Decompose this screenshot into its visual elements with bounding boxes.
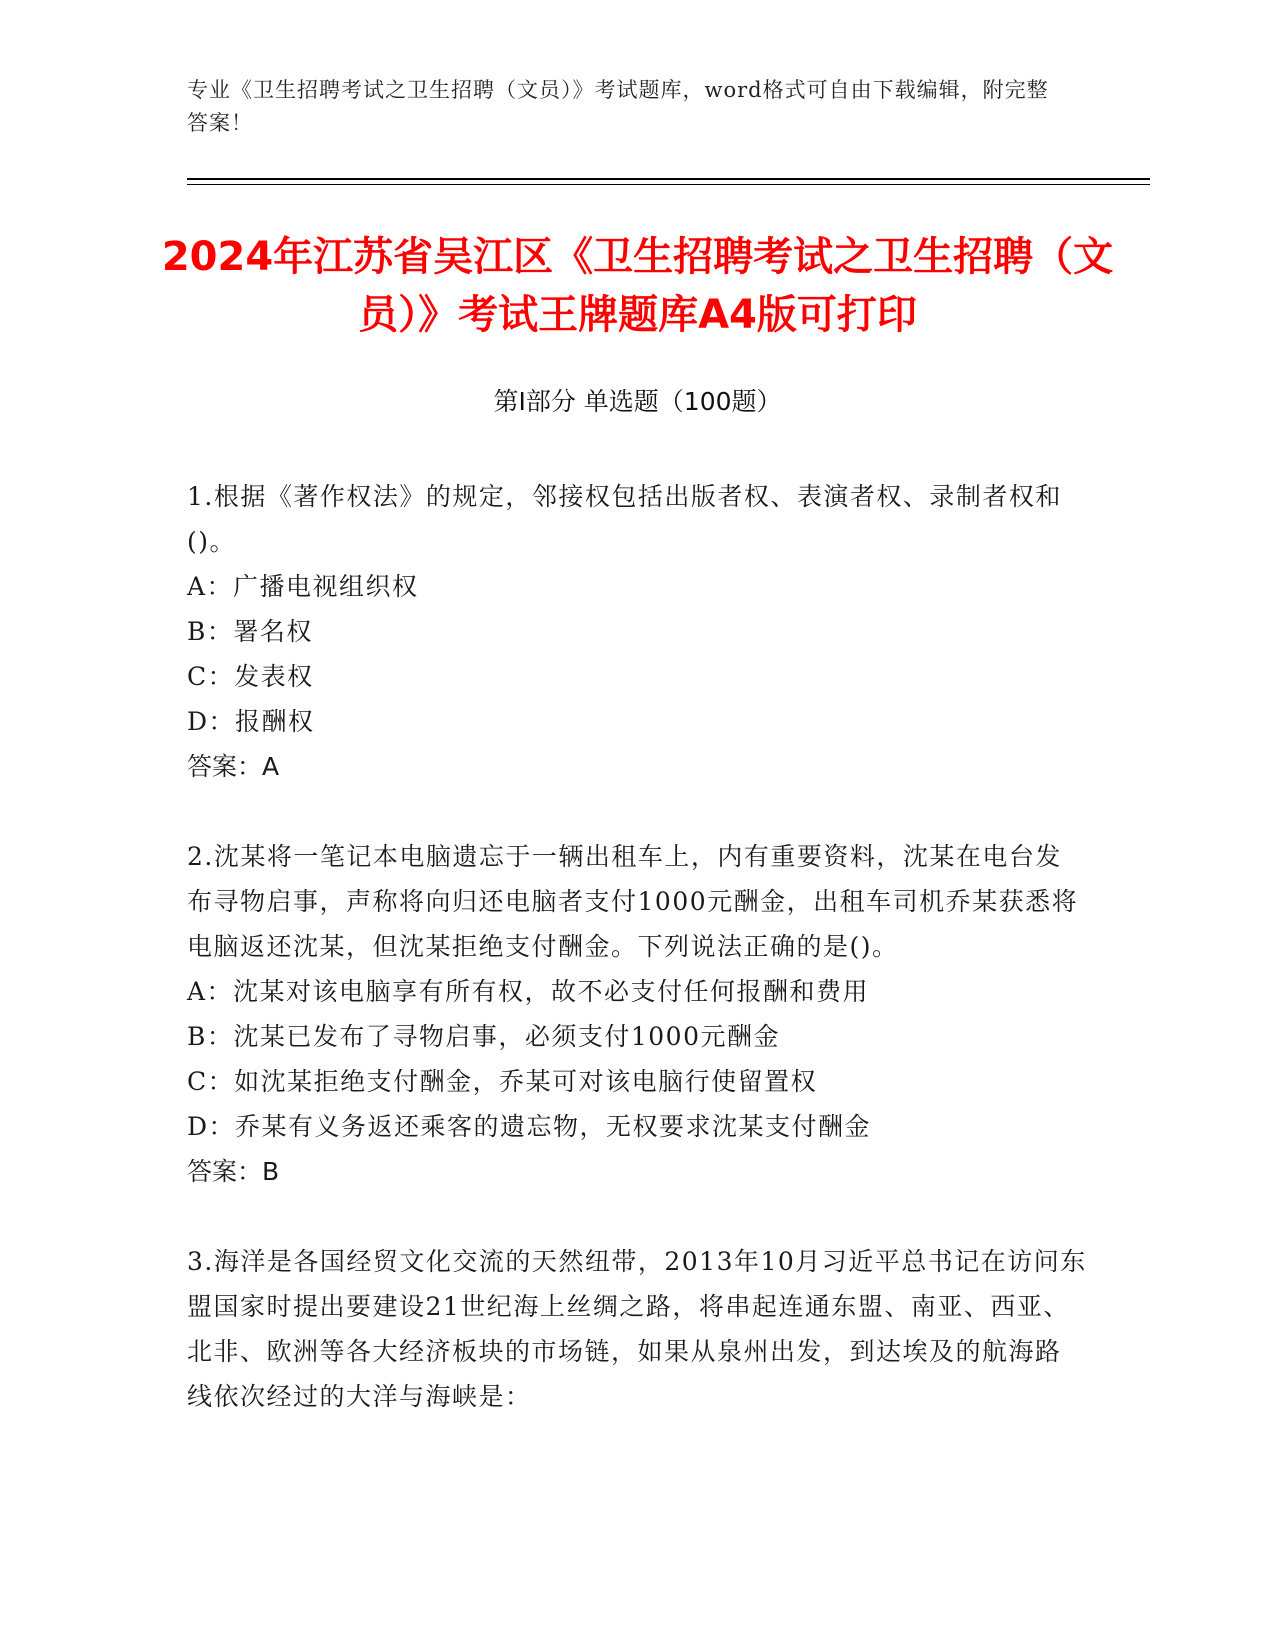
question-stem: 3.海洋是各国经贸文化交流的天然纽带，2013年10月习近平总书记在访问东盟国家时提出要建设21世纪海上丝绸之路，将串起连通东盟、南亚、西亚、北非、欧洲等各大经济板块的市场链，如果从泉州出发，到达埃及的航海路线依次经过的大洋与海峡是：: [187, 1247, 1087, 1411]
question-item: [187, 474, 1087, 789]
option-c: C：发表权: [187, 662, 314, 691]
question-item: [187, 834, 1087, 1194]
option-a: A：沈某对该电脑享有所有权，故不必支付任何报酬和费用: [187, 977, 870, 1006]
document-title: 2024年江苏省吴江区《卫生招聘考试之卫生招聘（文员）》考试王牌题库A4版可打印: [161, 234, 1114, 338]
option-b: B：署名权: [187, 617, 313, 646]
header-divider-thick: [187, 178, 1150, 180]
question-stem: 1.根据《著作权法》的规定，邻接权包括出版者权、表演者权、录制者权和()。: [187, 482, 1062, 556]
question-list: [187, 474, 1087, 1464]
option-d: D：乔某有义务返还乘客的遗忘物，无权要求沈某支付酬金: [187, 1112, 872, 1141]
question-stem: 2.沈某将一笔记本电脑遗忘于一辆出租车上，内有重要资料，沈某在电台发布寻物启事，声称将向归还电脑者支付1000元酬金，出租车司机乔某获悉将电脑返还沈某，但沈某拒绝支付酬金。下列说法正确的是()。: [187, 842, 1079, 961]
header-note: 专业《卫生招聘考试之卫生招聘（文员）》考试题库，word格式可自由下载编辑，附完整答案！: [187, 78, 1049, 135]
answer-line: 答案：A: [187, 752, 280, 781]
question-item: [187, 1239, 1087, 1419]
option-a: A：广播电视组织权: [187, 572, 419, 601]
option-b: B：沈某已发布了寻物启事，必须支付1000元酬金: [187, 1022, 780, 1051]
header-divider-thin: [187, 184, 1150, 185]
option-d: D：报酬权: [187, 707, 315, 736]
answer-line: 答案：B: [187, 1157, 280, 1186]
option-c: C：如沈某拒绝支付酬金，乔某可对该电脑行使留置权: [187, 1067, 818, 1096]
section-heading: 第Ⅰ部分 单选题（100题）: [493, 387, 782, 416]
